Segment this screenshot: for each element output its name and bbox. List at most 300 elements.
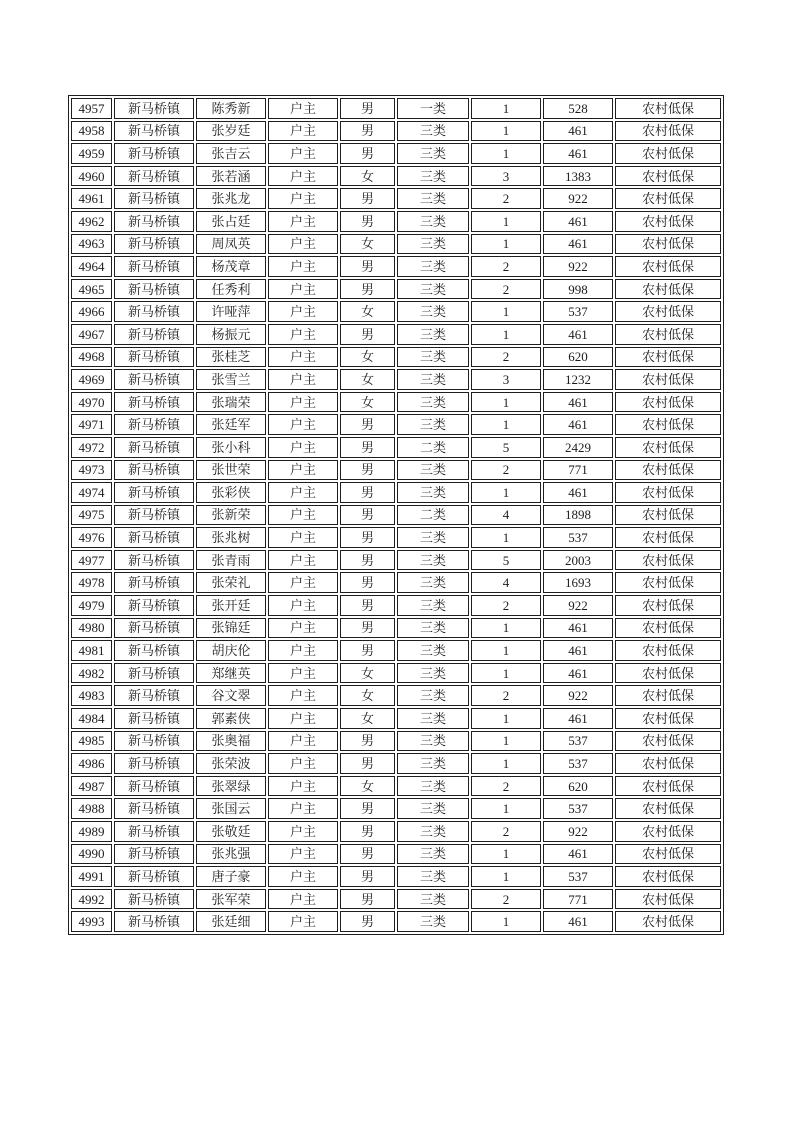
table-row	[71, 301, 721, 322]
cell-name: 杨茂章	[196, 256, 266, 277]
cell-serial-number: 4984	[71, 708, 112, 729]
cell-name: 张敬廷	[196, 821, 266, 842]
cell-assistance-type: 农村低保	[615, 505, 721, 526]
cell-household-size: 1	[471, 482, 541, 503]
table-row	[71, 98, 721, 119]
cell-name: 张开廷	[196, 595, 266, 616]
cell-gender: 男	[340, 889, 395, 910]
cell-gender: 男	[340, 505, 395, 526]
cell-gender: 男	[340, 821, 395, 842]
table-row	[71, 911, 721, 932]
cell-household-size: 1	[471, 844, 541, 865]
cell-gender: 男	[340, 731, 395, 752]
cell-gender: 男	[340, 844, 395, 865]
cell-household-size: 3	[471, 369, 541, 390]
cell-serial-number: 4974	[71, 482, 112, 503]
cell-gender: 女	[340, 301, 395, 322]
cell-amount: 537	[543, 753, 613, 774]
cell-category: 三类	[397, 844, 469, 865]
cell-serial-number: 4962	[71, 211, 112, 232]
cell-household-size: 2	[471, 595, 541, 616]
cell-gender: 男	[340, 460, 395, 481]
cell-name: 郑继英	[196, 663, 266, 684]
cell-name: 张彩侠	[196, 482, 266, 503]
cell-category: 三类	[397, 685, 469, 706]
cell-town: 新马桥镇	[114, 188, 194, 209]
cell-household-size: 2	[471, 279, 541, 300]
cell-household-size: 1	[471, 618, 541, 639]
cell-name: 郭素侠	[196, 708, 266, 729]
cell-category: 三类	[397, 279, 469, 300]
cell-household-size: 3	[471, 166, 541, 187]
cell-name: 许哑萍	[196, 301, 266, 322]
cell-gender: 女	[340, 166, 395, 187]
cell-town: 新马桥镇	[114, 911, 194, 932]
cell-serial-number: 4972	[71, 437, 112, 458]
cell-relation-to-head: 户主	[268, 211, 338, 232]
cell-assistance-type: 农村低保	[615, 731, 721, 752]
cell-name: 张雪兰	[196, 369, 266, 390]
cell-assistance-type: 农村低保	[615, 821, 721, 842]
table-row	[71, 550, 721, 571]
cell-category: 三类	[397, 753, 469, 774]
cell-amount: 771	[543, 889, 613, 910]
cell-serial-number: 4983	[71, 685, 112, 706]
cell-name: 张瑞荣	[196, 392, 266, 413]
cell-amount: 922	[543, 685, 613, 706]
cell-name: 张世荣	[196, 460, 266, 481]
cell-relation-to-head: 户主	[268, 550, 338, 571]
cell-gender: 女	[340, 347, 395, 368]
cell-serial-number: 4981	[71, 640, 112, 661]
table-row	[71, 437, 721, 458]
cell-category: 三类	[397, 211, 469, 232]
table-row	[71, 798, 721, 819]
cell-household-size: 1	[471, 98, 541, 119]
cell-amount: 537	[543, 731, 613, 752]
cell-gender: 男	[340, 121, 395, 142]
cell-amount: 922	[543, 188, 613, 209]
cell-category: 三类	[397, 527, 469, 548]
table-row	[71, 482, 721, 503]
cell-amount: 922	[543, 256, 613, 277]
cell-relation-to-head: 户主	[268, 460, 338, 481]
cell-household-size: 2	[471, 347, 541, 368]
cell-relation-to-head: 户主	[268, 234, 338, 255]
cell-relation-to-head: 户主	[268, 640, 338, 661]
cell-assistance-type: 农村低保	[615, 572, 721, 593]
cell-town: 新马桥镇	[114, 121, 194, 142]
cell-town: 新马桥镇	[114, 866, 194, 887]
cell-town: 新马桥镇	[114, 505, 194, 526]
cell-name: 张荣波	[196, 753, 266, 774]
cell-relation-to-head: 户主	[268, 414, 338, 435]
cell-relation-to-head: 户主	[268, 685, 338, 706]
cell-amount: 461	[543, 121, 613, 142]
cell-household-size: 1	[471, 731, 541, 752]
cell-town: 新马桥镇	[114, 98, 194, 119]
cell-name: 张若涵	[196, 166, 266, 187]
cell-serial-number: 4967	[71, 324, 112, 345]
table-row	[71, 166, 721, 187]
cell-serial-number: 4968	[71, 347, 112, 368]
cell-relation-to-head: 户主	[268, 911, 338, 932]
table-row	[71, 889, 721, 910]
cell-assistance-type: 农村低保	[615, 98, 721, 119]
cell-town: 新马桥镇	[114, 798, 194, 819]
cell-serial-number: 4978	[71, 572, 112, 593]
cell-name: 周凤英	[196, 234, 266, 255]
table-row	[71, 188, 721, 209]
table-row	[71, 595, 721, 616]
cell-amount: 461	[543, 143, 613, 164]
cell-amount: 461	[543, 324, 613, 345]
cell-assistance-type: 农村低保	[615, 753, 721, 774]
cell-assistance-type: 农村低保	[615, 324, 721, 345]
table-body	[71, 98, 721, 932]
cell-amount: 537	[543, 866, 613, 887]
cell-household-size: 2	[471, 776, 541, 797]
cell-amount: 461	[543, 640, 613, 661]
cell-town: 新马桥镇	[114, 572, 194, 593]
cell-amount: 922	[543, 595, 613, 616]
cell-amount: 528	[543, 98, 613, 119]
cell-assistance-type: 农村低保	[615, 708, 721, 729]
cell-town: 新马桥镇	[114, 595, 194, 616]
cell-name: 张锦廷	[196, 618, 266, 639]
cell-category: 三类	[397, 708, 469, 729]
cell-name: 张新荣	[196, 505, 266, 526]
cell-serial-number: 4992	[71, 889, 112, 910]
cell-town: 新马桥镇	[114, 347, 194, 368]
cell-relation-to-head: 户主	[268, 324, 338, 345]
cell-town: 新马桥镇	[114, 685, 194, 706]
cell-serial-number: 4971	[71, 414, 112, 435]
cell-category: 三类	[397, 392, 469, 413]
cell-name: 陈秀新	[196, 98, 266, 119]
cell-town: 新马桥镇	[114, 753, 194, 774]
cell-household-size: 1	[471, 324, 541, 345]
cell-gender: 男	[340, 437, 395, 458]
cell-name: 张军荣	[196, 889, 266, 910]
table-row	[71, 121, 721, 142]
cell-relation-to-head: 户主	[268, 821, 338, 842]
cell-household-size: 2	[471, 821, 541, 842]
cell-household-size: 1	[471, 663, 541, 684]
cell-relation-to-head: 户主	[268, 347, 338, 368]
cell-category: 三类	[397, 618, 469, 639]
cell-serial-number: 4993	[71, 911, 112, 932]
cell-amount: 461	[543, 663, 613, 684]
cell-town: 新马桥镇	[114, 731, 194, 752]
cell-assistance-type: 农村低保	[615, 640, 721, 661]
cell-assistance-type: 农村低保	[615, 685, 721, 706]
cell-household-size: 1	[471, 234, 541, 255]
cell-category: 三类	[397, 460, 469, 481]
cell-town: 新马桥镇	[114, 324, 194, 345]
cell-household-size: 1	[471, 414, 541, 435]
cell-serial-number: 4965	[71, 279, 112, 300]
cell-amount: 461	[543, 618, 613, 639]
cell-amount: 461	[543, 708, 613, 729]
cell-gender: 男	[340, 482, 395, 503]
cell-name: 张兆树	[196, 527, 266, 548]
cell-name: 杨振元	[196, 324, 266, 345]
cell-household-size: 1	[471, 527, 541, 548]
cell-category: 三类	[397, 234, 469, 255]
table-row	[71, 347, 721, 368]
cell-household-size: 1	[471, 911, 541, 932]
cell-assistance-type: 农村低保	[615, 166, 721, 187]
cell-town: 新马桥镇	[114, 527, 194, 548]
cell-serial-number: 4988	[71, 798, 112, 819]
cell-name: 张小科	[196, 437, 266, 458]
cell-name: 张国云	[196, 798, 266, 819]
cell-relation-to-head: 户主	[268, 256, 338, 277]
cell-relation-to-head: 户主	[268, 731, 338, 752]
cell-gender: 男	[340, 527, 395, 548]
cell-name: 张青雨	[196, 550, 266, 571]
table-row	[71, 234, 721, 255]
cell-serial-number: 4987	[71, 776, 112, 797]
cell-town: 新马桥镇	[114, 369, 194, 390]
cell-serial-number: 4977	[71, 550, 112, 571]
cell-household-size: 1	[471, 301, 541, 322]
cell-relation-to-head: 户主	[268, 844, 338, 865]
cell-assistance-type: 农村低保	[615, 347, 721, 368]
table-row	[71, 640, 721, 661]
cell-category: 三类	[397, 911, 469, 932]
cell-serial-number: 4986	[71, 753, 112, 774]
cell-relation-to-head: 户主	[268, 708, 338, 729]
cell-assistance-type: 农村低保	[615, 889, 721, 910]
cell-serial-number: 4973	[71, 460, 112, 481]
cell-relation-to-head: 户主	[268, 392, 338, 413]
cell-category: 三类	[397, 595, 469, 616]
cell-category: 三类	[397, 731, 469, 752]
table-row	[71, 844, 721, 865]
cell-name: 谷文翠	[196, 685, 266, 706]
cell-name: 张廷细	[196, 911, 266, 932]
cell-town: 新马桥镇	[114, 889, 194, 910]
cell-serial-number: 4985	[71, 731, 112, 752]
cell-household-size: 2	[471, 188, 541, 209]
cell-serial-number: 4982	[71, 663, 112, 684]
cell-town: 新马桥镇	[114, 640, 194, 661]
cell-assistance-type: 农村低保	[615, 437, 721, 458]
table-row	[71, 505, 721, 526]
cell-amount: 461	[543, 844, 613, 865]
cell-assistance-type: 农村低保	[615, 211, 721, 232]
cell-amount: 461	[543, 482, 613, 503]
cell-town: 新马桥镇	[114, 482, 194, 503]
cell-amount: 461	[543, 414, 613, 435]
table-row	[71, 618, 721, 639]
cell-town: 新马桥镇	[114, 618, 194, 639]
cell-amount: 620	[543, 776, 613, 797]
cell-category: 三类	[397, 821, 469, 842]
cell-amount: 1232	[543, 369, 613, 390]
cell-serial-number: 4980	[71, 618, 112, 639]
table-row	[71, 460, 721, 481]
cell-category: 三类	[397, 188, 469, 209]
cell-relation-to-head: 户主	[268, 166, 338, 187]
cell-serial-number: 4966	[71, 301, 112, 322]
cell-serial-number: 4970	[71, 392, 112, 413]
cell-town: 新马桥镇	[114, 460, 194, 481]
cell-household-size: 2	[471, 256, 541, 277]
cell-relation-to-head: 户主	[268, 121, 338, 142]
cell-serial-number: 4964	[71, 256, 112, 277]
cell-gender: 男	[340, 550, 395, 571]
cell-household-size: 5	[471, 437, 541, 458]
cell-gender: 女	[340, 369, 395, 390]
table-row	[71, 753, 721, 774]
cell-gender: 男	[340, 866, 395, 887]
cell-serial-number: 4975	[71, 505, 112, 526]
cell-amount: 461	[543, 392, 613, 413]
table-row	[71, 663, 721, 684]
cell-relation-to-head: 户主	[268, 618, 338, 639]
cell-relation-to-head: 户主	[268, 663, 338, 684]
table-row	[71, 572, 721, 593]
cell-relation-to-head: 户主	[268, 437, 338, 458]
cell-amount: 461	[543, 234, 613, 255]
cell-gender: 女	[340, 663, 395, 684]
cell-relation-to-head: 户主	[268, 595, 338, 616]
cell-amount: 620	[543, 347, 613, 368]
cell-town: 新马桥镇	[114, 414, 194, 435]
cell-gender: 女	[340, 234, 395, 255]
cell-assistance-type: 农村低保	[615, 143, 721, 164]
cell-category: 三类	[397, 798, 469, 819]
cell-assistance-type: 农村低保	[615, 369, 721, 390]
cell-town: 新马桥镇	[114, 143, 194, 164]
cell-assistance-type: 农村低保	[615, 392, 721, 413]
cell-relation-to-head: 户主	[268, 143, 338, 164]
cell-serial-number: 4960	[71, 166, 112, 187]
cell-town: 新马桥镇	[114, 437, 194, 458]
cell-gender: 男	[340, 595, 395, 616]
cell-serial-number: 4958	[71, 121, 112, 142]
cell-amount: 461	[543, 911, 613, 932]
cell-assistance-type: 农村低保	[615, 595, 721, 616]
cell-assistance-type: 农村低保	[615, 866, 721, 887]
cell-assistance-type: 农村低保	[615, 414, 721, 435]
cell-amount: 537	[543, 798, 613, 819]
cell-assistance-type: 农村低保	[615, 663, 721, 684]
cell-category: 三类	[397, 866, 469, 887]
cell-category: 三类	[397, 889, 469, 910]
cell-category: 三类	[397, 572, 469, 593]
cell-amount: 922	[543, 821, 613, 842]
cell-gender: 男	[340, 753, 395, 774]
cell-serial-number: 4979	[71, 595, 112, 616]
cell-gender: 男	[340, 143, 395, 164]
cell-gender: 男	[340, 98, 395, 119]
cell-gender: 男	[340, 414, 395, 435]
cell-assistance-type: 农村低保	[615, 911, 721, 932]
cell-gender: 男	[340, 911, 395, 932]
cell-serial-number: 4963	[71, 234, 112, 255]
cell-town: 新马桥镇	[114, 392, 194, 413]
cell-household-size: 1	[471, 708, 541, 729]
cell-name: 张兆龙	[196, 188, 266, 209]
table-row	[71, 324, 721, 345]
cell-gender: 女	[340, 776, 395, 797]
cell-category: 三类	[397, 414, 469, 435]
cell-town: 新马桥镇	[114, 550, 194, 571]
cell-town: 新马桥镇	[114, 211, 194, 232]
cell-household-size: 1	[471, 640, 541, 661]
table-row	[71, 821, 721, 842]
cell-amount: 2003	[543, 550, 613, 571]
cell-town: 新马桥镇	[114, 844, 194, 865]
cell-gender: 女	[340, 708, 395, 729]
cell-town: 新马桥镇	[114, 708, 194, 729]
cell-gender: 女	[340, 685, 395, 706]
cell-category: 二类	[397, 505, 469, 526]
cell-relation-to-head: 户主	[268, 482, 338, 503]
cell-gender: 男	[340, 279, 395, 300]
cell-assistance-type: 农村低保	[615, 618, 721, 639]
cell-name: 张奥福	[196, 731, 266, 752]
cell-serial-number: 4989	[71, 821, 112, 842]
cell-serial-number: 4976	[71, 527, 112, 548]
cell-amount: 461	[543, 211, 613, 232]
table-row	[71, 414, 721, 435]
table-row	[71, 708, 721, 729]
cell-gender: 男	[340, 188, 395, 209]
cell-assistance-type: 农村低保	[615, 798, 721, 819]
cell-amount: 1898	[543, 505, 613, 526]
cell-amount: 537	[543, 301, 613, 322]
cell-assistance-type: 农村低保	[615, 234, 721, 255]
cell-town: 新马桥镇	[114, 279, 194, 300]
cell-relation-to-head: 户主	[268, 188, 338, 209]
cell-amount: 1693	[543, 572, 613, 593]
cell-assistance-type: 农村低保	[615, 121, 721, 142]
cell-assistance-type: 农村低保	[615, 550, 721, 571]
cell-serial-number: 4961	[71, 188, 112, 209]
cell-name: 张岁廷	[196, 121, 266, 142]
cell-household-size: 1	[471, 798, 541, 819]
table-row	[71, 392, 721, 413]
cell-gender: 女	[340, 392, 395, 413]
cell-gender: 男	[340, 798, 395, 819]
cell-serial-number: 4990	[71, 844, 112, 865]
cell-category: 三类	[397, 301, 469, 322]
cell-relation-to-head: 户主	[268, 527, 338, 548]
benefits-table	[68, 95, 724, 935]
cell-town: 新马桥镇	[114, 234, 194, 255]
cell-gender: 男	[340, 324, 395, 345]
cell-town: 新马桥镇	[114, 256, 194, 277]
cell-name: 张占廷	[196, 211, 266, 232]
cell-town: 新马桥镇	[114, 301, 194, 322]
cell-relation-to-head: 户主	[268, 866, 338, 887]
cell-gender: 男	[340, 256, 395, 277]
cell-name: 张吉云	[196, 143, 266, 164]
cell-category: 三类	[397, 663, 469, 684]
cell-category: 三类	[397, 256, 469, 277]
cell-amount: 998	[543, 279, 613, 300]
cell-relation-to-head: 户主	[268, 279, 338, 300]
cell-household-size: 5	[471, 550, 541, 571]
cell-household-size: 2	[471, 889, 541, 910]
cell-amount: 537	[543, 527, 613, 548]
table-row	[71, 211, 721, 232]
